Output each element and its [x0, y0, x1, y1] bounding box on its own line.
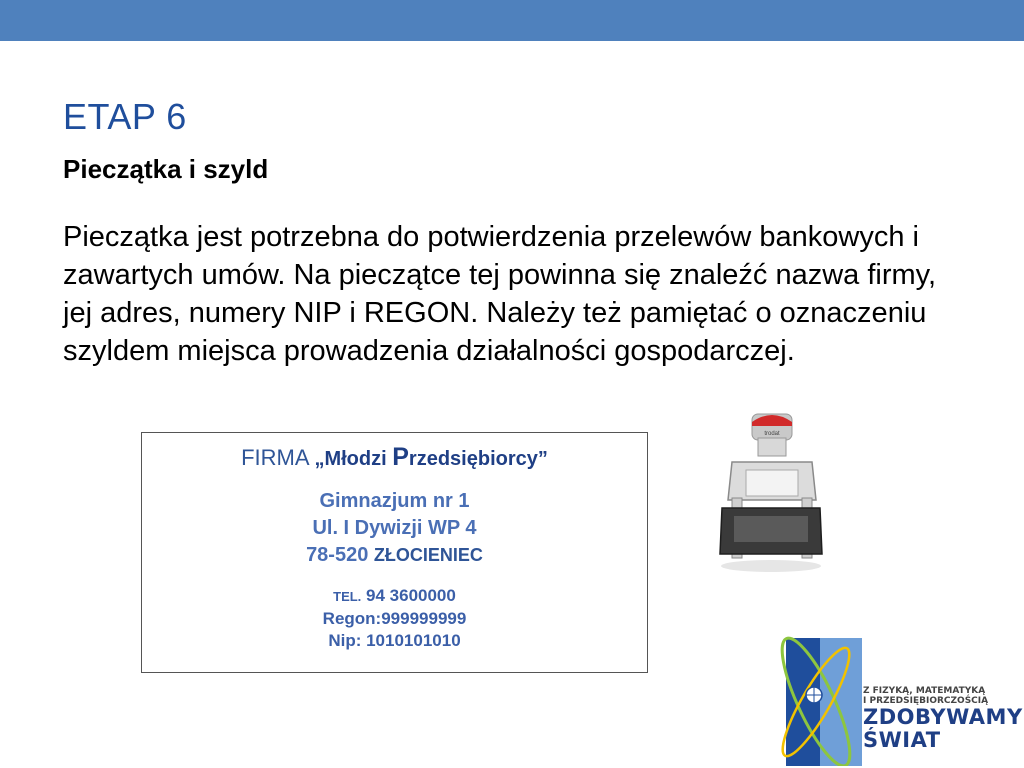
stamp-city: ZŁOCIENIEC — [373, 545, 483, 565]
stamp-window — [746, 470, 798, 496]
stamp-name-open: „Młodzi — [314, 448, 393, 470]
stamp-firm-name — [314, 443, 548, 471]
stamp-address — [142, 488, 647, 569]
self-inking-stamp-image — [716, 408, 826, 580]
stamp-shadow — [721, 560, 821, 572]
stamp-regon: Regon:999999999 — [322, 609, 467, 628]
logo-small-line1: Z FIZYKĄ, MATEMATYKĄ — [863, 686, 986, 696]
stamp-nip: Nip: 1010101010 — [328, 631, 461, 650]
top-banner — [0, 0, 1024, 41]
logo-big-line2: ŚWIAT — [863, 728, 941, 752]
stamp-name-initial: P — [392, 443, 409, 471]
stamp-firm-line — [142, 443, 647, 472]
slide-subtitle: Pieczątka i szyld — [63, 154, 269, 184]
stamp-name-rest: rzedsiębiorcy” — [408, 448, 548, 470]
stamp-firm-word: FIRMA — [241, 445, 309, 470]
stamp-tel-label: TEL. — [333, 589, 362, 604]
logo-small-line2: I PRZEDSIĘBIORCZOŚCIĄ — [863, 696, 989, 706]
slide-title: ETAP 6 — [63, 96, 187, 137]
stamp-tel-value: 94 3600000 — [366, 586, 456, 605]
stamp-base-inner — [734, 516, 808, 542]
stamp-brand-label: trodat — [764, 431, 780, 437]
stamp-addr-line2: Ul. I Dywizji WP 4 — [312, 517, 477, 539]
logo-text — [863, 686, 1023, 752]
logo-big-line1: ZDOBYWAMY — [863, 705, 1023, 729]
stamp-tel — [142, 585, 647, 608]
stamp-addr-line3 — [142, 542, 647, 569]
stamp-addr-line1: Gimnazjum nr 1 — [319, 490, 470, 512]
stamp-contact — [142, 585, 647, 652]
logo-light-block — [820, 638, 862, 766]
slide-body-text: Pieczątka jest potrzebna do potwierdzenia przelewów bankowych i zawartych umów. Na pieczątce tej powinna się znaleźć nazwa firmy, jej adres, numery NIP i REGON. Należy też pamiętać o oznaczeniu szyldem miejsca prowadzenia działalności gospodarczej. — [63, 221, 937, 367]
stamp-preview — [141, 432, 648, 673]
stamp-postal-code: 78-520 — [306, 544, 369, 566]
stamp-neck — [758, 438, 786, 456]
